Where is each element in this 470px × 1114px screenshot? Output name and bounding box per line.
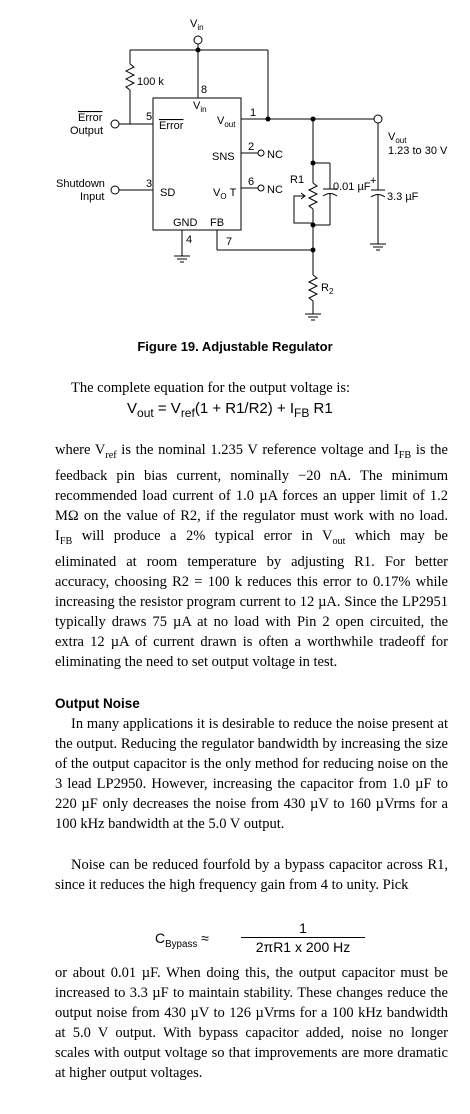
pin-5: 5 — [146, 111, 153, 123]
vout-terminal — [374, 115, 382, 123]
paragraph-1: where $V_{ref}$ is the nominal 1.235 V reference voltage and $I_{FB}$ is the feedback pin bias current, nominally −20 nA. The minimum recommended load current of 1.0 µA forces an upper limit of 1.2 MΩ on the value of R2, if the regulator must work with no load. $I_{FB}$ will produce a 2% typical error in $V_{out}$ which may be eliminated at room temperature by adjusting R1. For better accuracy, choosing R2 = 100 k reduces this error to 0.17% while increasing the resistor program current to 12 µA. Since the LP2951 typically draws 75 µA at no load with Pin 2 open circuited, the extra 12 µA of current drawn is often a worthwhile tradeoff for eliminating the need to set output voltage in test. — [55, 442, 448, 670]
adjustable-regulator-schematic — [0, 0, 470, 335]
vin-label: $V_{in}$ — [190, 18, 204, 32]
output-noise-heading: Output Noise — [55, 696, 140, 711]
output-voltage-equation: $V_{out} = V_{ref}(1 + R1/R2) + I_{FB}$ R1 — [127, 400, 333, 420]
pin-7: 7 — [226, 236, 233, 248]
pin-4: 4 — [186, 234, 193, 246]
input-label: Input — [80, 191, 105, 203]
ic-fb-label: FB — [210, 217, 225, 229]
paragraph-2: In many applications it is desirable to reduce the noise present at the output. Reducing the regulator bandwidth by increasing the size of the output capacitor is the only method for reducing noise on the 3 lead LP2950. However, increasing the capacitor from 1.0 µF to 220 µF only decreases the noise from 430 µV to 160 µVrms for a 100 kHz bandwidth at the 5.0 V output. — [55, 716, 448, 832]
paragraph-3: Noise can be reduced fourfold by a bypass capacitor across R1, since it reduces the high frequency gain from 4 to unity. Pick — [55, 857, 448, 893]
bypass-cap-value: 0.01 µF — [333, 181, 371, 193]
vin-terminal — [194, 36, 202, 44]
intro-text: The complete equation for the output voltage is: — [71, 380, 351, 396]
ic-gnd-label: GND — [173, 217, 198, 229]
regulator-ic — [153, 98, 241, 230]
pullup-resistor — [126, 64, 134, 90]
ic-sd-label: SD — [160, 187, 176, 199]
error-label: Error — [78, 112, 103, 124]
ic-vin-label: $V_{in}$ — [193, 100, 207, 114]
paragraph-4: or about 0.01 µF. When doing this, the output capacitor must be increased to 3.3 µF to maintain stability. These changes reduce the output noise from 430 µV to 126 µVrms for a 100 kHz bandwidth at 5.0 V output. With bypass capacitor added, noise no longer scales with output voltage so that improvements are more dramatic at higher output voltages. — [55, 965, 448, 1081]
nc-label-1: NC — [267, 149, 283, 161]
figure-caption: Figure 19. Adjustable Regulator — [137, 339, 333, 354]
r1-resistor — [309, 183, 317, 209]
nc-label-2: NC — [267, 184, 283, 196]
r2-label: $R_2$ — [321, 282, 334, 296]
pullup-value: 100 k — [137, 76, 164, 88]
ic-sns-label: SNS — [212, 151, 235, 163]
pin-8: 8 — [201, 84, 208, 96]
pin-1: 1 — [250, 107, 257, 119]
vout-range: 1.23 to 30 V — [388, 145, 448, 157]
vout-label: $V_{out}$ — [388, 131, 407, 145]
cap-plus-icon: + — [370, 175, 377, 187]
ic-vout-label: $V_{out}$ — [217, 115, 236, 129]
pin-2: 2 — [248, 141, 255, 153]
ic-vot-label: $V_O$ T — [213, 187, 237, 201]
r2-resistor — [309, 275, 317, 301]
pin-3: 3 — [146, 178, 153, 190]
pin-6: 6 — [248, 176, 255, 188]
shutdown-label: Shutdown — [56, 178, 105, 190]
output-cap-value: 3.3 µF — [387, 191, 419, 203]
ic-error-label: Error — [159, 120, 184, 132]
output-label: Output — [70, 125, 104, 137]
r1-label: R1 — [290, 174, 305, 186]
